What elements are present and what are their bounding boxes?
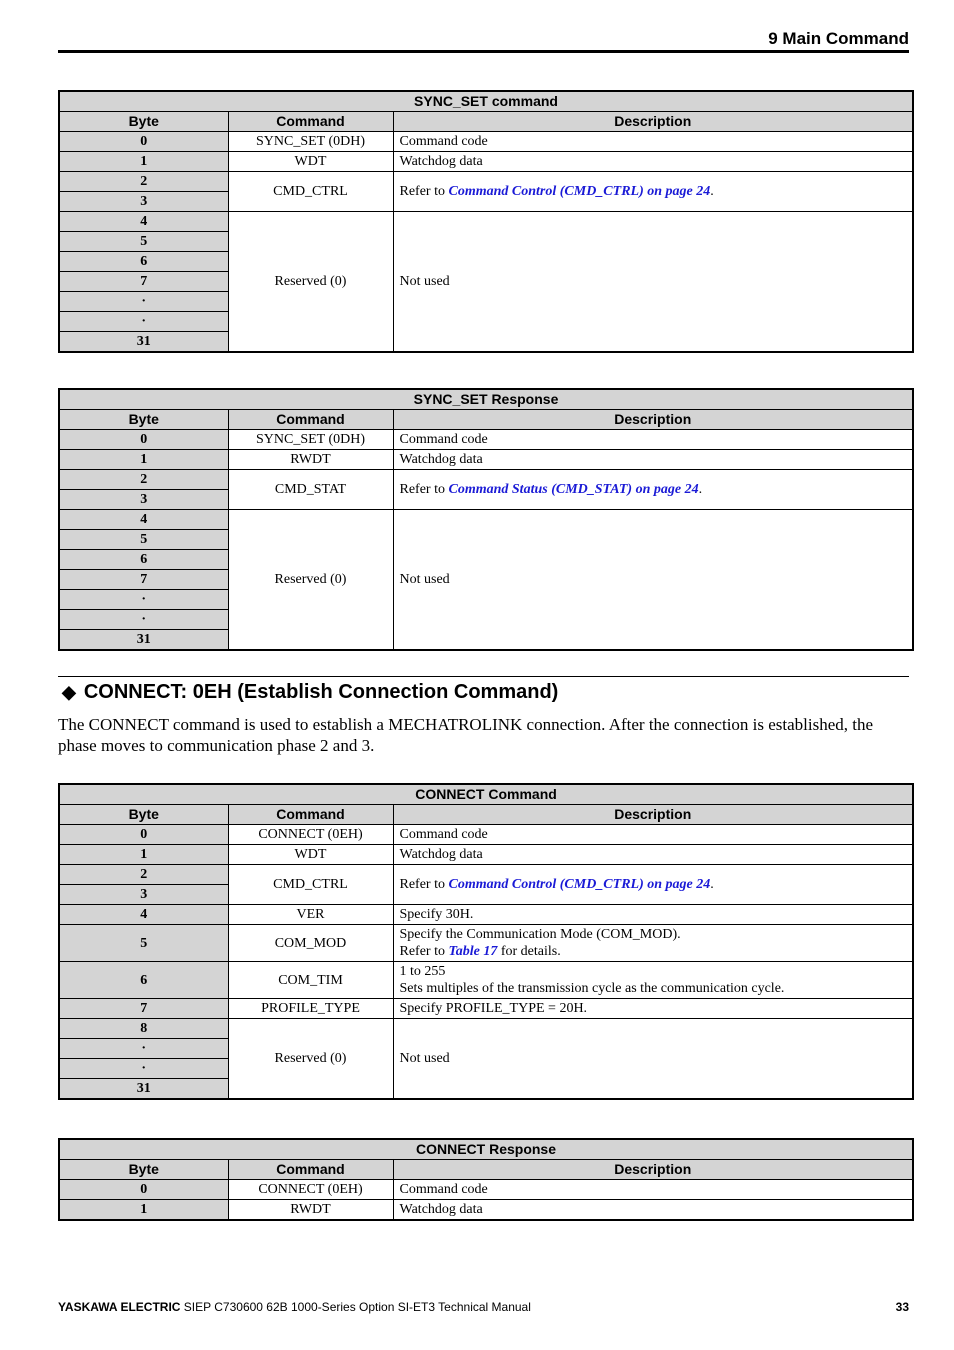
col-header-byte: Byte: [59, 805, 228, 825]
byte-cell: ·: [59, 312, 228, 332]
section-divider: [58, 676, 909, 677]
chapter-title: 9 Main Command: [768, 29, 909, 48]
cmd-ctrl-link[interactable]: Command Control (CMD_CTRL) on page 24: [448, 184, 711, 199]
description-cell: Not used: [393, 510, 913, 651]
description-cell: [393, 865, 913, 905]
description-cell: Watchdog data: [393, 152, 913, 172]
command-cell: PROFILE_TYPE: [228, 999, 393, 1019]
desc-prefix: Refer to: [399, 184, 449, 199]
table-row: [59, 962, 913, 999]
table-row: [59, 152, 913, 172]
section-heading: [62, 679, 558, 705]
byte-cell: 6: [59, 962, 228, 999]
byte-cell: 31: [59, 630, 228, 651]
col-header-byte: Byte: [59, 1160, 228, 1180]
page-footer: [58, 1299, 909, 1315]
table-row: [59, 172, 913, 192]
byte-cell: 7: [59, 570, 228, 590]
byte-cell: 1: [59, 450, 228, 470]
table-row: [59, 450, 913, 470]
table-row: [59, 1019, 913, 1039]
cmd-ctrl-link[interactable]: Command Control (CMD_CTRL) on page 24: [448, 877, 711, 892]
command-cell: CMD_STAT: [228, 470, 393, 510]
byte-cell: 3: [59, 885, 228, 905]
desc-suffix: .: [710, 184, 714, 199]
byte-cell: 3: [59, 192, 228, 212]
table-row: [59, 510, 913, 530]
command-cell: RWDT: [228, 1200, 393, 1221]
byte-cell: 1: [59, 845, 228, 865]
description-cell: Watchdog data: [393, 450, 913, 470]
command-cell: VER: [228, 905, 393, 925]
table-row: [59, 925, 913, 962]
byte-cell: 2: [59, 172, 228, 192]
desc-line: [400, 943, 907, 960]
command-cell: WDT: [228, 152, 393, 172]
diamond-bullet-icon: ◆: [62, 682, 76, 702]
desc-line: Specify the Communication Mode (COM_MOD).: [399, 927, 681, 942]
col-header-description: Description: [393, 112, 913, 132]
byte-cell: 6: [59, 550, 228, 570]
description-cell: Command code: [393, 825, 913, 845]
command-cell: CONNECT (0EH): [228, 825, 393, 845]
col-header-byte: Byte: [59, 112, 228, 132]
description-cell: Not used: [393, 212, 913, 353]
command-cell: CMD_CTRL: [228, 172, 393, 212]
description-cell: Watchdog data: [393, 1200, 913, 1221]
byte-cell: 1: [59, 1200, 228, 1221]
desc-suffix: for details.: [497, 944, 561, 959]
byte-cell: 2: [59, 470, 228, 490]
byte-cell: 4: [59, 905, 228, 925]
table-title: CONNECT Response: [59, 1139, 913, 1160]
byte-cell: ·: [59, 590, 228, 610]
table-row: [59, 999, 913, 1019]
table-title: SYNC_SET command: [59, 91, 913, 112]
table-row: [59, 430, 913, 450]
table-row: [59, 845, 913, 865]
byte-cell: 1: [59, 152, 228, 172]
table-title: SYNC_SET Response: [59, 389, 913, 410]
byte-cell: 7: [59, 272, 228, 292]
table-row: [59, 825, 913, 845]
description-cell: Command code: [393, 430, 913, 450]
col-header-command: Command: [228, 410, 393, 430]
table-title: CONNECT Command: [59, 784, 913, 805]
table-17-link[interactable]: Table 17: [448, 944, 498, 959]
description-cell: Specify PROFILE_TYPE = 20H.: [393, 999, 913, 1019]
command-cell: Reserved (0): [228, 510, 393, 651]
table-row: [59, 1200, 913, 1221]
byte-cell: 5: [59, 925, 228, 962]
page-number: 33: [895, 1300, 909, 1314]
command-cell: SYNC_SET (0DH): [228, 430, 393, 450]
col-header-command: Command: [228, 112, 393, 132]
description-cell: Watchdog data: [393, 845, 913, 865]
desc-line: 1 to 255: [399, 964, 446, 979]
table-row: [59, 212, 913, 232]
col-header-description: Description: [393, 1160, 913, 1180]
byte-cell: 0: [59, 132, 228, 152]
table-row: [59, 905, 913, 925]
desc-prefix: Refer to: [399, 944, 449, 959]
byte-cell: 5: [59, 530, 228, 550]
section-heading-text: CONNECT: 0EH (Establish Connection Command): [83, 681, 559, 703]
byte-cell: 31: [59, 1079, 228, 1100]
section-paragraph: The CONNECT command is used to establish a MECHATROLINK connection. After the connection is established, the phase moves to communication phase 2 and 3.: [58, 715, 874, 755]
cmd-stat-link[interactable]: Command Status (CMD_STAT) on page 24: [448, 482, 699, 497]
col-header-command: Command: [228, 805, 393, 825]
byte-cell: 0: [59, 1180, 228, 1200]
byte-cell: 0: [59, 825, 228, 845]
byte-cell: 4: [59, 212, 228, 232]
desc-line: Sets multiples of the transmission cycle as the communication cycle.: [399, 981, 785, 996]
brand-name: YASKAWA ELECTRIC: [58, 1300, 181, 1314]
table-row: [59, 865, 913, 885]
sync-set-response-table: [58, 388, 914, 651]
sync-set-command-table: [58, 90, 914, 353]
description-cell: Command code: [393, 1180, 913, 1200]
byte-cell: 4: [59, 510, 228, 530]
col-header-command: Command: [228, 1160, 393, 1180]
desc-suffix: .: [698, 482, 703, 497]
desc-prefix: Refer to: [399, 877, 449, 892]
byte-cell: 8: [59, 1019, 228, 1039]
command-cell: CMD_CTRL: [228, 865, 393, 905]
byte-cell: 3: [59, 490, 228, 510]
command-cell: Reserved (0): [228, 212, 393, 353]
command-cell: RWDT: [228, 450, 393, 470]
description-cell: [393, 925, 913, 962]
connect-response-table: [58, 1138, 914, 1221]
command-cell: COM_TIM: [228, 962, 393, 999]
byte-cell: ·: [59, 292, 228, 312]
command-cell: COM_MOD: [228, 925, 393, 962]
description-cell: [393, 962, 913, 999]
desc-suffix: .: [710, 877, 714, 892]
command-cell: SYNC_SET (0DH): [228, 132, 393, 152]
command-cell: WDT: [228, 845, 393, 865]
byte-cell: 0: [59, 430, 228, 450]
table-row: [59, 132, 913, 152]
command-cell: CONNECT (0EH): [228, 1180, 393, 1200]
description-cell: [393, 172, 913, 212]
connect-command-table: [58, 783, 914, 1100]
table-row: [59, 470, 913, 490]
description-cell: [393, 470, 913, 510]
byte-cell: ·: [59, 610, 228, 630]
byte-cell: 5: [59, 232, 228, 252]
byte-cell: ·: [59, 1039, 228, 1059]
document-title: SIEP C730600 62B 1000-Series Option SI-ET3 Technical Manual: [180, 1300, 531, 1314]
col-header-description: Description: [393, 410, 913, 430]
byte-cell: 2: [59, 865, 228, 885]
page-header: [58, 28, 909, 53]
description-cell: Command code: [393, 132, 913, 152]
description-cell: Not used: [393, 1019, 913, 1100]
col-header-description: Description: [393, 805, 913, 825]
col-header-byte: Byte: [59, 410, 228, 430]
command-cell: Reserved (0): [228, 1019, 393, 1100]
desc-prefix: Refer to: [399, 482, 449, 497]
description-cell: Specify 30H.: [393, 905, 913, 925]
byte-cell: 6: [59, 252, 228, 272]
byte-cell: ·: [59, 1059, 228, 1079]
byte-cell: 7: [59, 999, 228, 1019]
byte-cell: 31: [59, 332, 228, 353]
table-row: [59, 1180, 913, 1200]
